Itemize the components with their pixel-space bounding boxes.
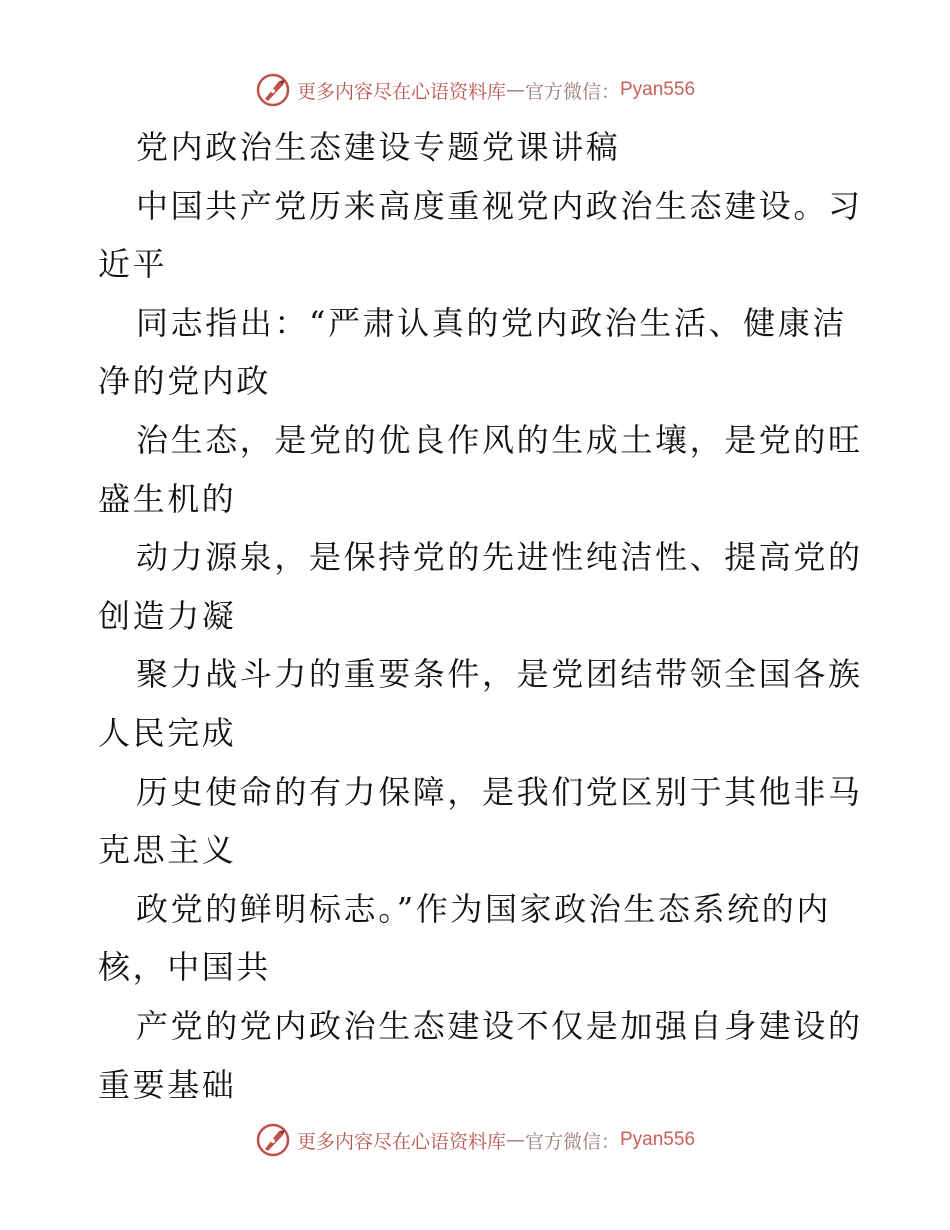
pen-nib-logo-icon — [255, 1122, 291, 1158]
paragraph-line: 净的党内政 — [98, 362, 272, 401]
paragraph-line: 产党的党内政治生态建设不仅是加强自身建设的 — [136, 1006, 863, 1045]
banner-separator: — — [505, 1129, 525, 1151]
document-title: 党内政治生态建设专题党课讲稿 — [136, 128, 621, 166]
paragraph-line: 人民完成 — [98, 713, 237, 752]
pen-nib-logo-icon — [255, 72, 291, 108]
paragraph-line: 近平 — [98, 245, 168, 284]
paragraph-line: 动力源泉，是保持党的先进性纯洁性、提高党的 — [136, 538, 863, 577]
document-body — [98, 118, 863, 1114]
paragraph-line: 聚力战斗力的重要条件，是党团结带领全国各族 — [136, 655, 863, 694]
banner-wechat-id: Pyan556 — [620, 79, 696, 100]
banner-wechat-id: Pyan556 — [620, 1129, 696, 1150]
footer-watermark-banner — [0, 1120, 950, 1160]
paragraph-line: 核，中国共 — [98, 948, 272, 987]
paragraph-line: 治生态，是党的优良作风的生成土壤，是党的旺 — [136, 420, 863, 459]
paragraph-line: 中国共产党历来高度重视党内政治生态建设。习 — [136, 186, 863, 225]
banner-site-text: 更多内容尽在心语资料库 — [296, 80, 506, 103]
banner-site-text: 更多内容尽在心语资料库 — [296, 1130, 506, 1153]
banner-wechat-label: 官方微信： — [524, 80, 620, 103]
paragraph-line: 克思主义 — [98, 831, 237, 870]
paragraph-line: 重要基础 — [98, 1065, 237, 1104]
header-watermark-banner — [0, 70, 950, 110]
paragraph-line: 同志指出：“严肃认真的党内政治生活、健康洁 — [136, 303, 847, 342]
paragraph-line: 政党的鲜明标志。”作为国家政治生态系统的内 — [136, 889, 831, 928]
paragraph-line: 历史使命的有力保障，是我们党区别于其他非马 — [136, 772, 863, 811]
paragraph-line: 盛生机的 — [98, 479, 237, 518]
banner-separator: — — [505, 79, 525, 101]
paragraph-line: 创造力凝 — [98, 596, 237, 635]
banner-wechat-label: 官方微信： — [524, 1130, 620, 1153]
